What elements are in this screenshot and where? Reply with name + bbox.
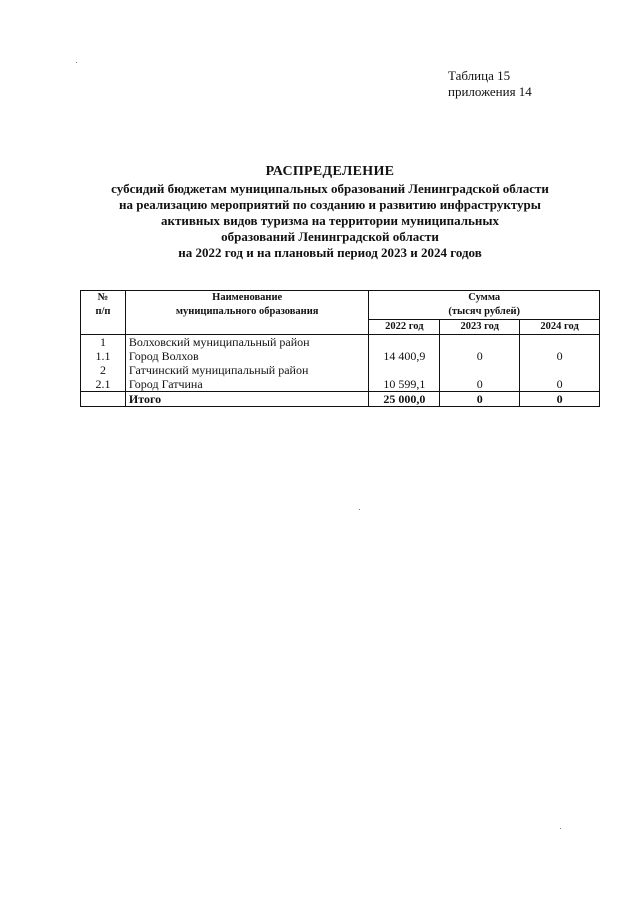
column-header-year-2023: 2023 год <box>440 320 520 335</box>
municipality-name: Город Волхов <box>128 349 199 363</box>
row-number-cell <box>81 335 126 364</box>
total-value-2023: 0 <box>440 392 520 407</box>
total-label: Итого <box>125 392 369 407</box>
column-header-number <box>81 291 126 335</box>
appendix-label: приложения 14 <box>448 84 532 99</box>
value-2022: 14 400,9 <box>369 335 440 364</box>
column-header-sum-line: Сумма <box>468 292 501 303</box>
row-number: 1.1 <box>95 349 111 363</box>
value-2023: 0 <box>440 363 520 392</box>
title-line: образований Ленинградской области <box>221 229 439 244</box>
column-header-number-line: п/п <box>95 306 111 317</box>
table-number-label: Таблица 15 <box>448 68 511 83</box>
row-name-cell <box>125 363 369 392</box>
distribution-table <box>80 290 600 407</box>
scan-speck <box>76 62 77 63</box>
column-header-sum-line: (тысяч рублей) <box>448 306 521 317</box>
column-header-number-line: № <box>97 292 109 303</box>
scan-speck <box>560 828 561 829</box>
value-2023: 0 <box>440 335 520 364</box>
row-name-cell <box>125 335 369 364</box>
row-number-cell <box>81 363 126 392</box>
column-header-year-2022: 2022 год <box>369 320 440 335</box>
total-row <box>81 392 600 407</box>
column-header-name-line: Наименование <box>212 292 283 303</box>
table-reference <box>448 68 532 100</box>
municipality-name: Волховский муниципальный район <box>128 335 310 349</box>
row-number: 2 <box>99 363 106 377</box>
column-header-sum <box>369 291 600 320</box>
table-row <box>81 335 600 364</box>
total-value-2024: 0 <box>520 392 600 407</box>
title-line: активных видов туризма на территории муниципальных <box>160 213 500 228</box>
table-row <box>81 363 600 392</box>
title-line: на реализацию мероприятий по созданию и развитию инфраструктуры <box>119 197 541 212</box>
municipality-name: Город Гатчина <box>128 377 203 391</box>
value-2024: 0 <box>520 335 600 364</box>
column-header-year-2024: 2024 год <box>520 320 600 335</box>
total-number-cell <box>81 392 126 407</box>
document-title <box>60 163 600 261</box>
total-value-2022: 25 000,0 <box>369 392 440 407</box>
title-line: субсидий бюджетам муниципальных образований Ленинградской области <box>111 181 549 196</box>
municipality-name: Гатчинский муниципальный район <box>128 363 309 377</box>
title-heading: РАСПРЕДЕЛЕНИЕ <box>265 164 395 179</box>
column-header-name-line: муниципального образования <box>175 306 319 317</box>
column-header-name <box>125 291 369 335</box>
row-number: 1 <box>99 335 106 349</box>
value-2024: 0 <box>520 363 600 392</box>
row-number: 2.1 <box>95 377 111 391</box>
title-line: на 2022 год и на плановый период 2023 и 2024 годов <box>178 245 482 260</box>
value-2022: 10 599,1 <box>369 363 440 392</box>
scan-speck <box>359 509 360 510</box>
